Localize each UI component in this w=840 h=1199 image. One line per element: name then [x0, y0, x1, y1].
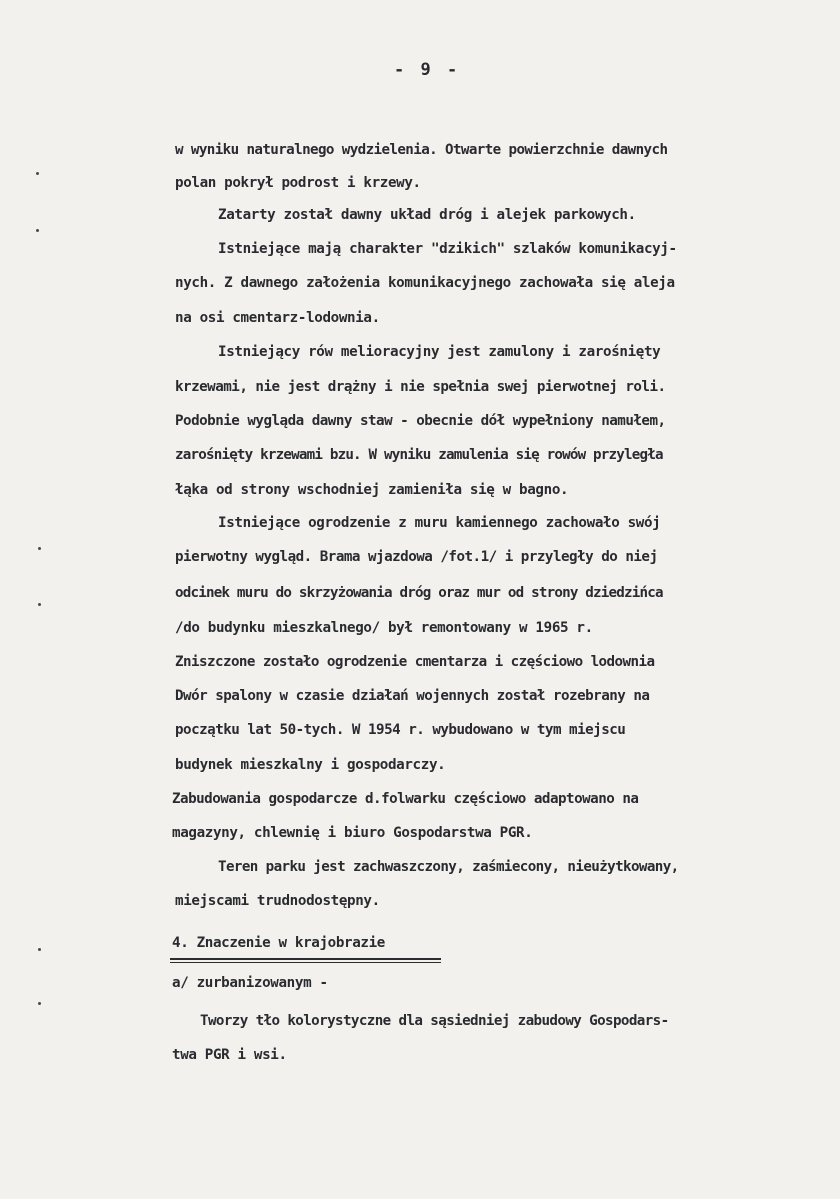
- text-line: początku lat 50-tych. W 1954 r. wybudowano w tym miejscu: [175, 722, 626, 738]
- section-heading: 4. Znaczenie w krajobrazie: [172, 935, 385, 951]
- text-line: Zniszczone zostało ogrodzenie cmentarza i częściowo lodownia: [175, 654, 655, 670]
- text-line: zarośnięty krzewami bzu. W wyniku zamulenia się rowów przyległa: [175, 447, 663, 463]
- text-line: twa PGR i wsi.: [172, 1047, 287, 1063]
- text-line: Istniejący rów melioracyjny jest zamulony i zarośnięty: [218, 344, 661, 360]
- text-line: magazyny, chlewnię i biuro Gospodarstwa PGR.: [172, 825, 533, 841]
- margin-mark: [38, 1002, 41, 1005]
- text-line: budynek mieszkalny i gospodarczy.: [175, 757, 446, 773]
- heading-underline: [170, 958, 441, 960]
- text-line: na osi cmentarz-lodownia.: [175, 310, 380, 326]
- text-line: w wyniku naturalnego wydzielenia. Otwarte powierzchnie dawnych: [175, 142, 668, 158]
- text-line: Podobnie wygląda dawny staw - obecnie dół wypełniony namułem,: [175, 413, 666, 429]
- text-line: Teren parku jest zachwaszczony, zaśmiecony, nieużytkowany,: [218, 859, 679, 875]
- text-line: Zatarty został dawny układ dróg i alejek parkowych.: [218, 207, 636, 223]
- text-line: odcinek muru do skrzyżowania dróg oraz mur od strony dziedzińca: [175, 585, 663, 601]
- text-line: Dwór spalony w czasie działań wojennych został rozebrany na: [175, 688, 650, 704]
- text-line: Istniejące mają charakter "dzikich" szlaków komunikacyj-: [218, 241, 677, 257]
- text-line: miejscami trudnodostępny.: [175, 893, 380, 909]
- text-line: Tworzy tło kolorystyczne dla sąsiedniej zabudowy Gospodars-: [200, 1013, 669, 1029]
- heading-underline: [170, 962, 441, 963]
- page-number: - 9 -: [394, 60, 461, 80]
- margin-mark: [36, 229, 39, 232]
- text-line: polan pokrył podrost i krzewy.: [175, 175, 421, 191]
- text-line: łąka od strony wschodniej zamieniła się w bagno.: [175, 482, 569, 498]
- text-line: a/ zurbanizowanym -: [172, 975, 328, 991]
- margin-mark: [38, 948, 41, 951]
- margin-mark: [36, 172, 39, 175]
- margin-mark: [38, 547, 41, 550]
- text-line: Zabudowania gospodarcze d.folwarku częściowo adaptowano na: [172, 791, 639, 807]
- margin-mark: [38, 603, 41, 606]
- text-line: krzewami, nie jest drążny i nie spełnia swej pierwotnej roli.: [175, 379, 666, 395]
- text-line: /do budynku mieszkalnego/ był remontowany w 1965 r.: [175, 620, 593, 636]
- text-line: nych. Z dawnego założenia komunikacyjnego zachowała się aleja: [175, 275, 675, 291]
- text-line: pierwotny wygląd. Brama wjazdowa /fot.1/ i przyległy do niej: [175, 549, 658, 565]
- text-line: Istniejące ogrodzenie z muru kamiennego zachowało swój: [218, 515, 661, 531]
